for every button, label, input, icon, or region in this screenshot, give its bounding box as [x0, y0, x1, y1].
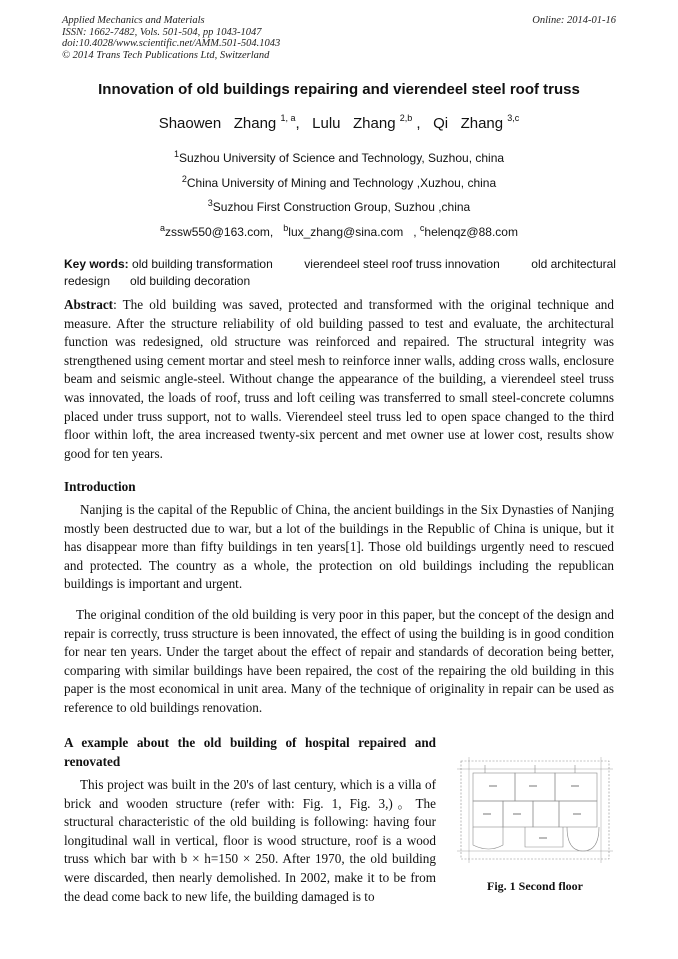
- affiliation: [0, 176, 678, 190]
- section-heading: A example about the old building of hospital repaired and renovated: [64, 735, 436, 769]
- affiliation-text: China University of Mining and Technology ,Xuzhou, china: [186, 176, 497, 190]
- affiliation-sup: 1: [173, 149, 179, 159]
- affiliation: [0, 200, 678, 214]
- email-line: $^a$zssw550@163.com, $^b$lux_zhang@sina.com , $^c$helenqz@88.com: [160, 223, 518, 239]
- email-link[interactable]: helenqz@88.com: [424, 225, 518, 239]
- figure-caption: Fig. 1 Second floor: [487, 879, 583, 893]
- keyword-part: old architectural: [531, 257, 616, 271]
- email-sup: c: [419, 223, 425, 233]
- keyword: old building decoration: [130, 274, 251, 288]
- keyword: vierendeel steel roof truss innovation: [304, 257, 500, 271]
- author-name: Lulu Zhang: [312, 115, 396, 132]
- author-list: Shaowen Zhang $^{1, a}$, Lulu Zhang $^{2,b}$ , Qi Zhang $^{3,c}$: [158, 113, 520, 132]
- email-sup: b: [283, 223, 289, 233]
- keyword: old building transformation: [132, 257, 273, 271]
- affiliation-text: Suzhou University of Science and Technology, Suzhou, china: [178, 151, 505, 165]
- issn: ISSN: 1662-7482, Vols. 501-504, pp 1043-1047: [62, 26, 262, 38]
- email-link[interactable]: lux_zhang@sina.com: [288, 225, 404, 239]
- author-sup: 1, a: [280, 113, 296, 123]
- email-sup: a: [160, 223, 166, 233]
- author-sup: 2,b: [399, 113, 413, 123]
- paper-title: Innovation of old buildings repairing and vierendeel steel roof truss: [98, 81, 580, 98]
- keyword-part: redesign: [64, 274, 111, 288]
- section-heading: Introduction: [64, 479, 136, 494]
- author-name: Shaowen Zhang: [158, 115, 277, 132]
- author-name: Qi Zhang: [433, 115, 504, 132]
- paragraph: The original condition of the old building is very poor in this paper, but the concept of the design and repair is correctly, truss structure is been innovated, the effect of using the building is in good condition for near ten years. Under the target about the effect of repair and standards of decoration being better, comparing with similar buildings have been repaired, the cost of the repairing the old building in this paper is the most economical in unit area. Many of the technique of originality in repair can be used as reference to old buildings renovation.: [64, 607, 614, 715]
- copyright: © 2014 Trans Tech Publications Ltd, Switzerland: [62, 49, 270, 61]
- affiliation-sup: 3: [207, 198, 213, 208]
- abstract: [64, 296, 614, 463]
- abstract-text: : The old building was saved, protected and transformed with the original technique and measure. After the structure reliability of old building passed to test and evaluate, the architectural function was redesigned, old structure was reinforced and repaired. The structural integrity was strengthened using cement mortar and steel mesh to reinforce inner walls, adding cross walls, enclosure beam and seismic angle-steel. Without change the appearance of the building, a vierendeel steel truss was innovated, the loads of roof, truss and loft ceiling was transferred to small steel-concrete columns placed under truss support, not to walls. Vierendeel steel truss led to open space changed to the third floor within loft, the area increased twenty-six percent and met owner use at lower cost, results show good for ten years.: [64, 297, 614, 461]
- paragraph: Nanjing is the capital of the Republic of China, the ancient buildings in the Six Dynasties of Nanjing mostly been destructed due to war, but a lot of the buildings in the Republic of China is unique, but it has disappear more than fifty buildings in ten years[1]. Those old buildings urgently need to rescued and protected. The country as a whole, the protection on old buildings including the republican buildings is important and urgent.: [64, 502, 614, 592]
- abstract-label: Abstract: [64, 297, 114, 312]
- journal-name: Applied Mechanics and Materials: [62, 15, 205, 26]
- keyword-full: [64, 290, 65, 291]
- keywords: [64, 256, 616, 290]
- affiliation-sup: 2: [181, 174, 187, 184]
- affiliation-text: Suzhou First Construction Group, Suzhou ,china: [212, 200, 471, 214]
- floor-plan-figure: [455, 755, 615, 865]
- author-sup: 3,c: [507, 113, 520, 123]
- email-link[interactable]: zssw550@163.com,: [165, 225, 274, 239]
- keywords-label: Key words:: [64, 257, 129, 271]
- affiliation: [0, 151, 678, 165]
- online-date: Online: 2014-01-16: [532, 15, 616, 26]
- doi: doi:10.4028/www.scientific.net/AMM.501-504.1043: [62, 38, 281, 49]
- header-block: [62, 15, 280, 61]
- paragraph: This project was built in the 20's of last century, which is a villa of brick and wooden structure (refer with: Fig. 1, Fig. 3,)。The structural characteristic of the old building is following: having four longitudinal wall in vertical, floor is wood structure, roof is a wood truss which bar with b × h=150 × 250. After 1970, the old building were discarded, then nearly demolished. In 2002, make it to be from the dead come back to new life, the building damaged is to: [64, 777, 436, 904]
